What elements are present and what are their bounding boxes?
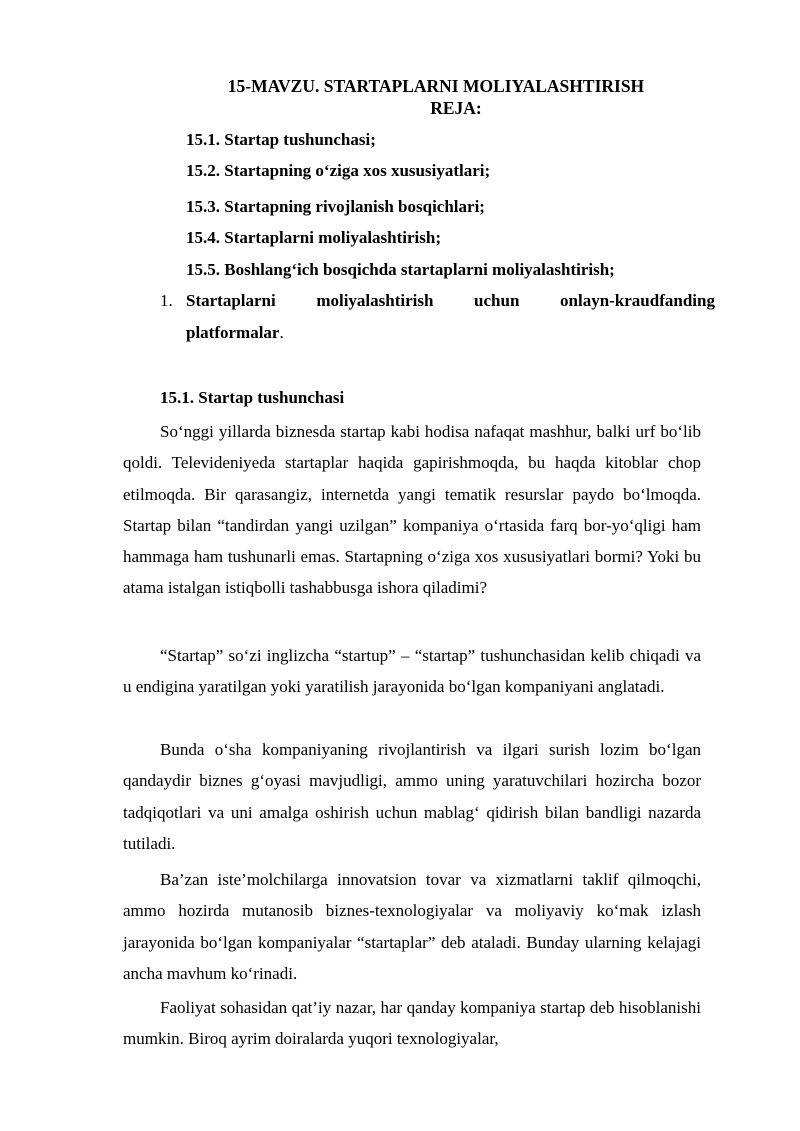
page-title: 15-MAVZU. STARTAPLARNI MOLIYALASHTIRISH — [227, 76, 645, 96]
plan-item-line — [186, 322, 284, 344]
plan-word: onlayn-kraudfanding — [560, 291, 715, 310]
section-heading: 15.1. Startap tushunchasi — [160, 388, 345, 407]
paragraph: Faoliyat sohasidan qat’iy nazar, har qanday kompaniya startap deb hisoblanishi mumkin. Biroq ayrim doiralarda yuqori texnologiyalar, — [123, 998, 701, 1049]
plan-item-line — [186, 290, 715, 312]
paragraph: Ba’zan iste’molchilarga innovatsion tovar va xizmatlarni taklif qilmoqchi, ammo hozirda mutanosib biznes-texnologiyalar va moliyaviy ko‘mak izlash jarayonida bo‘lgan kompaniyalar “startaplar” deb ataladi. Bunday ularning kelajagi ancha mavhum ko‘rinadi. — [123, 870, 701, 983]
plan-item: 15.4. Startaplarni moliyalashtirish; — [186, 228, 442, 247]
paragraph: “Startap” so‘zi inglizcha “startup” – “startap” tushunchasidan kelib chiqadi va u endigina yaratilgan yoki yaratilish jarayonida bo‘lgan kompaniyani anglatadi. — [123, 646, 701, 697]
plan-item-number: 1. — [160, 291, 173, 310]
plan-item: 15.1. Startap tushunchasi; — [186, 130, 376, 149]
plan-word: Startaplarni — [186, 291, 276, 310]
plan-word: moliyalashtirish — [316, 291, 434, 310]
plan-item: 15.2. Startapning o‘ziga xos xususiyatlari; — [186, 161, 491, 180]
plan-item: 15.3. Startapning rivojlanish bosqichlari; — [186, 197, 485, 216]
plan-item: 15.5. Boshlang‘ich bosqichda startaplarni moliyalashtirish; — [186, 260, 615, 279]
paragraph: So‘nggi yillarda biznesda startap kabi hodisa nafaqat mashhur, balki urf bo‘lib qoldi. Televideniyeda startaplar haqida gapirishmoqda, bu haqda kitoblar chop etilmoqda. Bir qarasangiz, internetda yangi tematik resurslar paydo bo‘lmoqda. Startap bilan “tandirdan yangi uzilgan” kompaniya o‘rtasida farq bor-yo‘qligi ham hammaga ham tushunarli emas. Startapning o‘ziga xos xususiyatlari bormi? Yoki bu atama istalgan istiqbolli tashabbusga ishora qiladimi? — [123, 422, 701, 598]
paragraph: Bunda o‘sha kompaniyaning rivojlantirish va ilgari surish lozim bo‘lgan qandaydir biznes g‘oyasi mavjudligi, ammo uning yaratuvchilari hozircha bozor tadqiqotlari va uni amalga oshirish uchun mablag‘ qidirish bilan bandligi nazarda tutiladi. — [123, 740, 701, 853]
plan-word: uchun — [474, 291, 520, 310]
plan-word: platformalar — [186, 323, 280, 342]
plan-period: . — [279, 323, 284, 342]
plan-label: REJA: — [430, 98, 482, 118]
